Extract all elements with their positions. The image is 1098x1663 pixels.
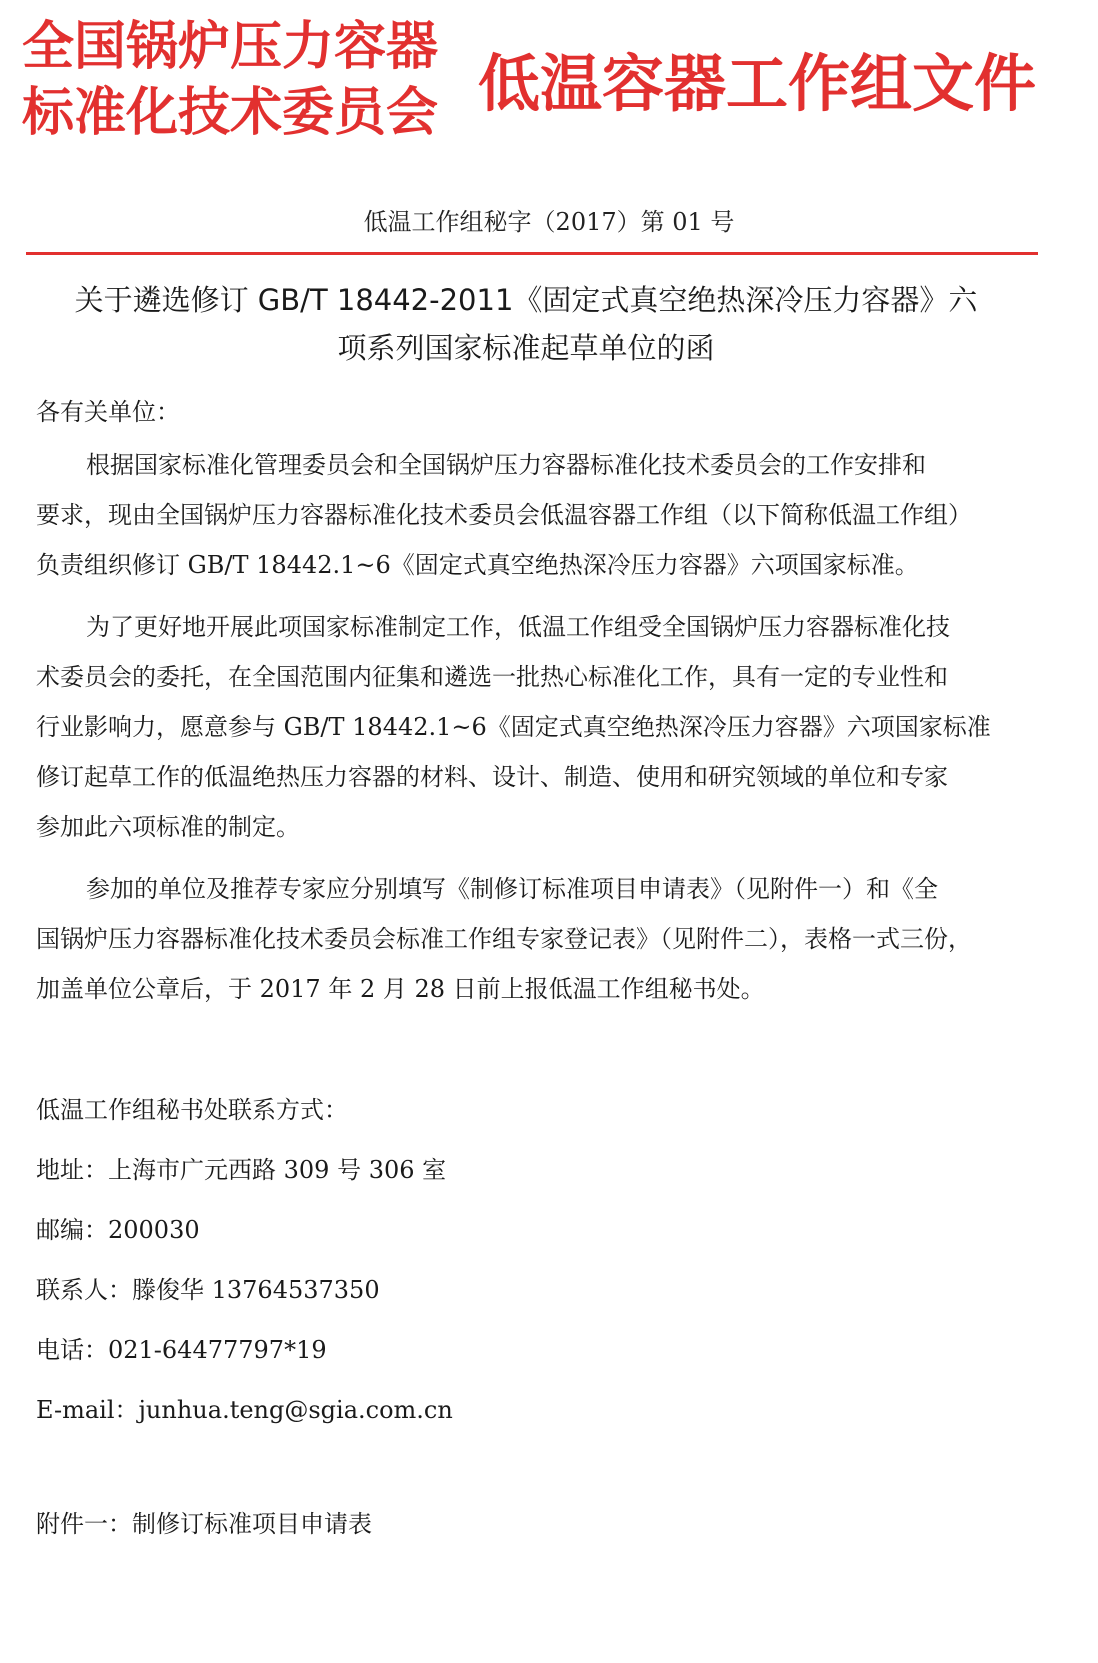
attachment-line: 附件一：制修订标准项目申请表 [36, 1510, 372, 1538]
contact-heading: 低温工作组秘书处联系方式： [36, 1096, 348, 1124]
contact-email: E-mail：junhua.teng@sgia.com.cn [36, 1396, 453, 1424]
document-body [36, 388, 1016, 1026]
letterhead-doc-type: 低温容器工作组文件 [478, 47, 1037, 120]
letterhead-org-line-2: 标准化技术委员会 [22, 83, 439, 143]
contact-section [36, 1086, 1016, 1446]
letterhead-divider [26, 252, 1038, 255]
paragraph-line: 参加此六项标准的制定。 [36, 813, 300, 841]
paragraph-line: 行业影响力，愿意参与 GB/T 18442.1~6《固定式真空绝热深冷压力容器》六项国家标准 [36, 713, 991, 741]
salutation: 各有关单位： [36, 398, 180, 426]
contact-address: 地址：上海市广元西路 309 号 306 室 [36, 1156, 447, 1184]
paragraph-line: 根据国家标准化管理委员会和全国锅炉压力容器标准化技术委员会的工作安排和 [86, 451, 926, 479]
letterhead-org-line-1: 全国锅炉压力容器 [22, 17, 439, 77]
paragraph-line: 国锅炉压力容器标准化技术委员会标准工作组专家登记表》（见附件二），表格一式三份， [36, 925, 972, 953]
document-number: 低温工作组秘字（2017）第 01 号 [363, 208, 735, 236]
contact-person: 联系人：滕俊华 13764537350 [36, 1276, 380, 1304]
paragraph-line: 负责组织修订 GB/T 18442.1~6《固定式真空绝热深冷压力容器》六项国家标准。 [36, 551, 919, 579]
title-line-2: 项系列国家标准起草单位的函 [337, 331, 715, 365]
title-line-1: 关于遴选修订 GB/T 18442-2011《固定式真空绝热深冷压力容器》六 [74, 283, 978, 317]
paragraph-line: 加盖单位公章后，于 2017 年 2 月 28 日前上报低温工作组秘书处。 [36, 975, 765, 1003]
body-paragraph-3 [36, 864, 1016, 1014]
contact-phone: 电话：021-64477797*19 [36, 1336, 327, 1364]
body-paragraph-1 [36, 440, 1016, 590]
letterhead [0, 0, 1098, 160]
body-paragraph-2 [36, 602, 1016, 852]
paragraph-line: 术委员会的委托，在全国范围内征集和遴选一批热心标准化工作，具有一定的专业性和 [36, 663, 948, 691]
paragraph-line: 为了更好地开展此项国家标准制定工作，低温工作组受全国锅炉压力容器标准化技 [86, 613, 950, 641]
paragraph-line: 要求，现由全国锅炉压力容器标准化技术委员会低温容器工作组（以下简称低温工作组） [36, 501, 972, 529]
contact-postcode: 邮编：200030 [36, 1216, 200, 1244]
paragraph-line: 参加的单位及推荐专家应分别填写《制修订标准项目申请表》（见附件一）和《全 [86, 875, 938, 903]
letterhead-org-name [22, 14, 462, 146]
document-title [36, 276, 1016, 372]
paragraph-line: 修订起草工作的低温绝热压力容器的材料、设计、制造、使用和研究领域的单位和专家 [36, 763, 948, 791]
